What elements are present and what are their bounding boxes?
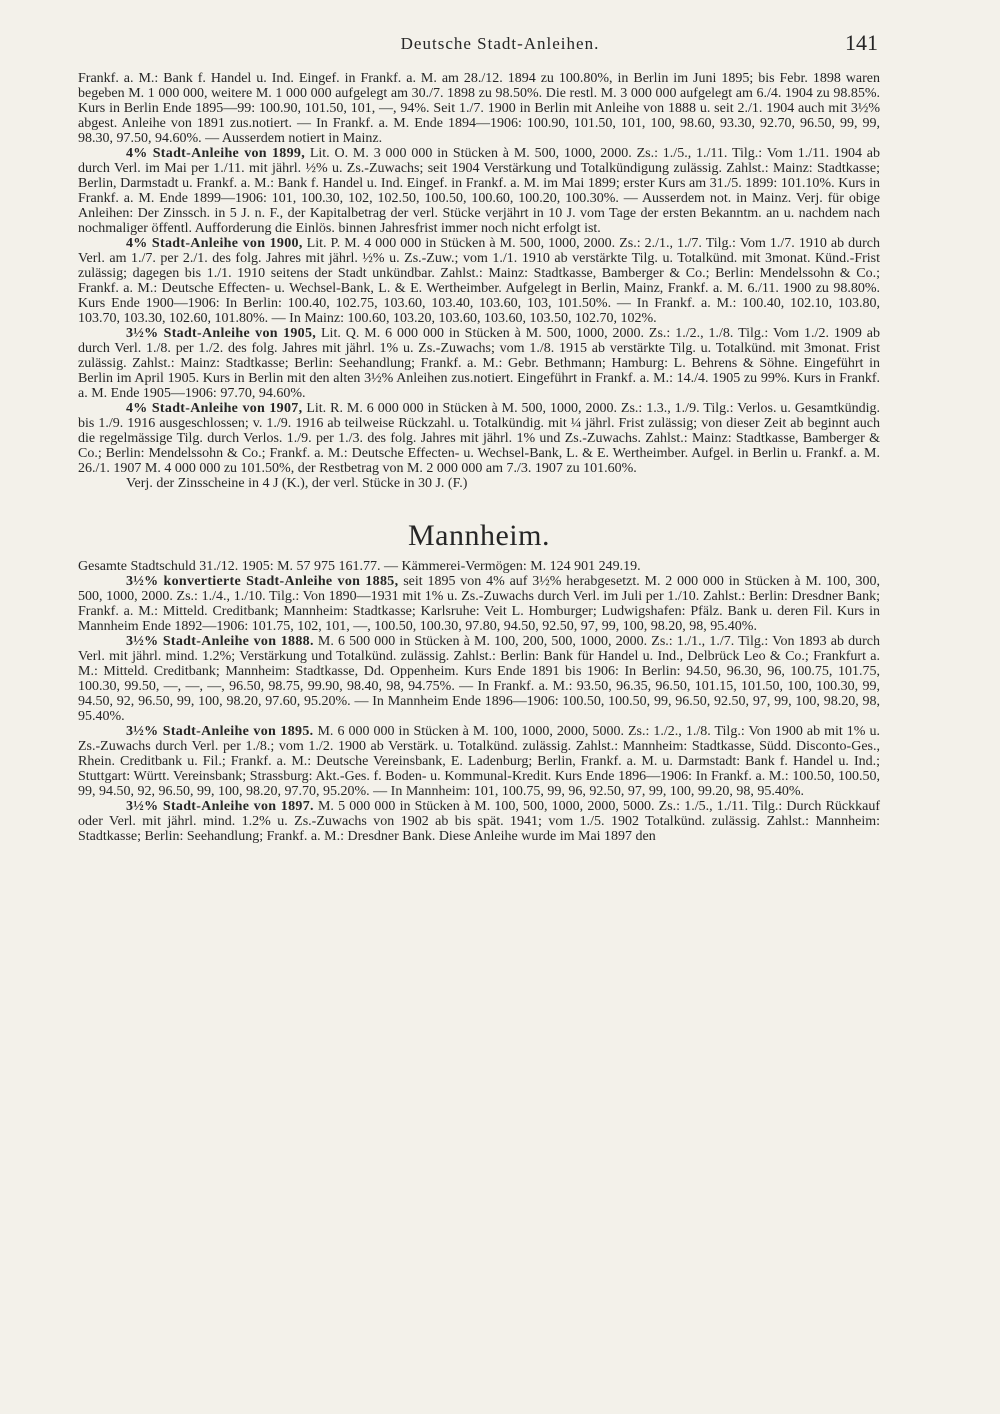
loan-1900-text: Lit. P. M. 4 000 000 in Stücken à M. 500, 1000, 2000. Zs.: 2./1., 1./7. Tilg.: Vom 1./7. 1910 ab durch Verl. am 1./7. per 2./1. des folg. Jahres mit jährl. ½% u. Zs.-Zuw.; vom 1./1. 1910 ab verstärkte Tilg. u. Totalkünd. mit 3monat. Künd.-Frist zulässig; dagegen bis 1./1. 1910 seitens der Stadt unkündbar. Zahlst.: Mainz: Stadtkasse, Bamberger & Co.; Berlin: Mendelssohn & Co.; Frankf. a. M.: Deutsche Effecten- u. Wechsel-Bank, L. & E. Wertheimber. Aufgelegt in Berlin, Mainz, Frankf. a. M. 6./11. 1900 zu 98.80%. Kurs Ende 1900—1906: In Berlin: 100.40, 102.75, 103.60, 103.40, 103.60, 103, 101.50%. — In Frankf. a. M.: 100.40, 102.10, 103.80, 103.70, 103.30, 102.60, 101.80%. — In Mainz: 100.60, 103.20, 103.60, 103.60, 103.50, 102.70, 102%. xyxy=(78,236,880,326)
mannheim-loan-1895-text: M. 6 000 000 in Stücken à M. 100, 1000, 2000, 5000. Zs.: 1./2., 1./8. Tilg.: Von 1900 ab mit 1% u. Zs.-Zuwachs durch Verl. per 1./8.; vom 1./2. 1900 ab Verstärk. u. Totalkünd. zulässig. Zahlst.: Mannheim: Stadtkasse, Südd. Disconto-Ges., Rhein. Creditbank u. Fil.; Frankf. a. M.: Deutsche Vereinsbank, E. Ladenburg; Berlin, Frankf. a. M. u. Darmstadt: Bank f. Handel u. Ind.; Stuttgart: Württ. Vereinsbank; Strassburg: Akt.-Ges. f. Boden- u. Kommunal-Kredit. Kurs Ende 1896—1906: In Frankf. a. M.: 100.50, 100.50, 99, 94.50, 92, 96.50, 99, 100, 98.20, 97.70, 95.20%. — In Mannheim: 101, 100.75, 99, 96, 92.50, 97, 99, 100, 99.20, 98, 95.40%. xyxy=(78,724,880,799)
loan-1907-heading: 4% Stadt-Anleihe von 1907, xyxy=(126,401,303,416)
city-heading-mannheim: Mannheim. xyxy=(408,519,550,552)
mannheim-loan-1885-text: seit 1895 von 4% auf 3½% herabgesetzt. M. 2 000 000 in Stücken à M. 100, 300, 500, 1000, 2000. Zs.: 1./4., 1./10. Tilg.: Von 1890—1931 mit 1% u. Zs.-Zuwachs durch Verl. im Juli per 1./10. Zahlst.: Berlin: Dresdner Bank; Frankf. a. M.: Mitteld. Creditbank; Mannheim: Stadtkasse; Karlsruhe: Veit L. Homburger; Ludwigshafen: Pfälz. Bank u. deren Fil. Kurs in Mannheim Ende 1892—1906: 101.75, 102, 101, —, 100.50, 100.30, 97.80, 94.50, 92.50, 97, 99, 100, 98.20, 98, 95.40%. xyxy=(78,574,881,634)
verjaehrung-note: Verj. der Zinsscheine in 4 J (K.), der verl. Stücke in 30 J. (F.) xyxy=(126,476,468,491)
loan-1899-text: Lit. O. M. 3 000 000 in Stücken à M. 500, 1000, 2000. Zs.: 1./5., 1./11. Tilg.: Vom 1./11. 1904 ab durch Verl. im Mai per 1./11. mit jährl. ½% u. Zs.-Zuwachs; seit 1904 Verstärkung und Totalkündigung zulässig. Zahlst.: Mainz: Stadtkasse; Berlin, Darmstadt u. Frankf. a. M.: Bank f. Handel u. Ind. Eingef. in Frankf. a. M. im Mai 1899; erster Kurs am 31./5. 1899: 101.10%. Kurs in Frankf. a. M. Ende 1899—1906: 101, 100.30, 102, 102.50, 100.50, 100.60, 100.20, 100.30%. — Ausserdem not. in Mainz. Verj. für obige Anleihen: Der Zinssch. in 5 J. n. F., der Kapitalbetrag der verl. Stücke verjährt in 10 J. vom Tage der ersten Bekanntm. an u. nachdem nach nochmaliger öffentl. Aufforderung die Einlös. binnen Jahresfrist immer noch nicht erfolgt ist. xyxy=(78,146,880,236)
city-debt-summary: Gesamte Stadtschuld 31./12. 1905: M. 57 975 161.77. — Kämmerei-Vermögen: M. 124 901 249.19. xyxy=(78,559,641,574)
mannheim-loan-1885-heading: 3½% konvertierte Stadt-Anleihe von 1885, xyxy=(126,574,399,589)
mannheim-loan-1888-text: M. 6 500 000 in Stücken à M. 100, 200, 500, 1000, 2000. Zs.: 1./1., 1./7. Tilg.: Von 1893 ab durch Verl. mit jährl. mind. 1.2%; Verstärkung und Totalkünd. zulässig. Zahlst.: Berlin: Bank für Handel u. Ind., Delbrück Leo & Co.; Frankfurt a. M.: Mitteld. Creditbank; Mannheim: Stadtkasse, Dd. Oppenheim. Kurs Ende 1891 bis 1906: In Berlin: 94.50, 96.30, 96, 100.75, 101.75, 100.30, 99.50, —, —, —, 96.50, 98.75, 99.90, 98.40, 98, 94.75%. — In Frankf. a. M.: 93.50, 96.35, 96.50, 101.15, 101.50, 100, 100.30, 99, 94.50, 92, 96.50, 99, 100, 98.20, 97.60, 95.20%. — In Mannheim Ende 1896—1906: 100.50, 100.50, 99, 96.50, 92.50, 97, 99, 100, 98.20, 98, 95.40%. xyxy=(78,634,881,724)
page-header xyxy=(0,30,1000,60)
mannheim-loan-1897-paragraph xyxy=(78,799,880,844)
intro-paragraph: Frankf. a. M.: Bank f. Handel u. Ind. Eingef. in Frankf. a. M. am 28./12. 1894 zu 100.80%, in Berlin im Juni 1895; bis Febr. 1898 waren begeben M. 1 000 000, weitere M. 1 000 000 aufgelegt am 30./7. 1898 zu 98.50%. Die restl. M. 3 000 000 aufgelegt am 6./4. 1904 zu 98.85%. Kurs in Berlin Ende 1895—99: 100.90, 101.50, 101, —, 94%. Seit 1./7. 1900 in Berlin mit Anleihe von 1888 u. seit 2./1. 1904 auch mit 3½% abgest. Anleihe von 1891 zus.notiert. — In Frankf. a. M. Ende 1894—1906: 100.90, 101.50, 101, 100, 98.60, 93.30, 92.70, 96.50, 99, 99, 98.30, 97.50, 94.60%. — Ausserdem notiert in Mainz. xyxy=(78,71,880,146)
mannheim-loan-1888-paragraph xyxy=(78,634,880,724)
mannheim-loan-1895-heading: 3½% Stadt-Anleihe von 1895. xyxy=(126,724,314,739)
loan-1899-heading: 4% Stadt-Anleihe von 1899, xyxy=(126,146,306,161)
mannheim-loan-1897-text: M. 5 000 000 in Stücken à M. 100, 500, 1000, 2000, 5000. Zs.: 1./5., 1./11. Tilg.: Durch Rückkauf oder Verl. mit jährl. mind. 1.2% u. Zs.-Zuwachs von 1902 ab bis spät. 1941; vom 1./5. 1902 Totalkünd. zulässig. Zahlst.: Mannheim: Stadtkasse; Berlin: Seehandlung; Frankf. a. M.: Dresdner Bank. Diese Anleihe wurde im Mai 1897 den xyxy=(78,799,880,844)
mannheim-loan-1888-heading: 3½% Stadt-Anleihe von 1888. xyxy=(126,634,314,649)
mannheim-loan-1895-paragraph xyxy=(78,724,880,799)
loan-1899-paragraph xyxy=(78,146,880,236)
body-text xyxy=(78,71,880,844)
page-number: 141 xyxy=(845,30,878,55)
loan-1900-heading: 4% Stadt-Anleihe von 1900, xyxy=(126,236,303,251)
loan-1900-paragraph xyxy=(78,236,880,326)
mannheim-loan-1885-paragraph xyxy=(78,574,880,634)
loan-1907-text: Lit. R. M. 6 000 000 in Stücken à M. 500, 1000, 2000. Zs.: 1.3., 1./9. Tilg.: Verlos. u. Gesamtkündig. bis 1./9. 1916 ausgeschlossen; v. 1./9. 1916 ab teilweise Rückzahl. u. Totalkündig. mit ¼ jährl. Frist zulässig; von dieser Zeit ab beginnt auch die regelmässige Tilg. durch Verlos. 1./9. per 1./3. des folg. Jahres mit jährl. 1% und Zs.-Zuwachs. Zahlst.: Mainz: Stadtkasse, Bamberger & Co.; Berlin: Mendelssohn & Co.; Frankf. a. M.: Deutsche Effecten- u. Wechsel-Bank, L. & E. Wertheimber. Aufgel. in Berlin u. Frankf. a. M. 26./1. 1907 M. 4 000 000 zu 101.50%, der Restbetrag von M. 2 000 000 am 7./3. 1907 zu 101.60%. xyxy=(78,401,880,476)
running-title: Deutsche Stadt-Anleihen. xyxy=(400,34,600,53)
loan-1905-heading: 3½% Stadt-Anleihe von 1905, xyxy=(126,326,317,341)
loan-1907-paragraph xyxy=(78,401,880,476)
mannheim-loan-1897-heading: 3½% Stadt-Anleihe von 1897. xyxy=(126,799,314,814)
loan-1905-text: Lit. Q. M. 6 000 000 in Stücken à M. 500, 1000, 2000. Zs.: 1./2., 1./8. Tilg.: Vom 1./2. 1909 ab durch Verl. 1./8. per 1./2. des folg. Jahres mit jährl. 1% u. Zs.-Zuwachs; vom 1./8. 1915 ab verstärkte Tilg. u. Totalkünd. mit 3monat. Frist zulässig. Zahlst.: Mainz: Stadtkasse; Berlin: Seehandlung; Frankf. a. M.: Gebr. Bethmann; Hamburg: L. Behrens & Söhne. Eingeführt in Berlin im April 1905. Kurs in Berlin mit den alten 3½% Anleihen zus.notiert. Eingeführt in Frankf. a. M.: 14./4. 1905 zu 99%. Kurs in Frankf. a. M. Ende 1905—1906: 97.70, 94.60%. xyxy=(78,326,880,401)
loan-1905-paragraph xyxy=(78,326,880,401)
